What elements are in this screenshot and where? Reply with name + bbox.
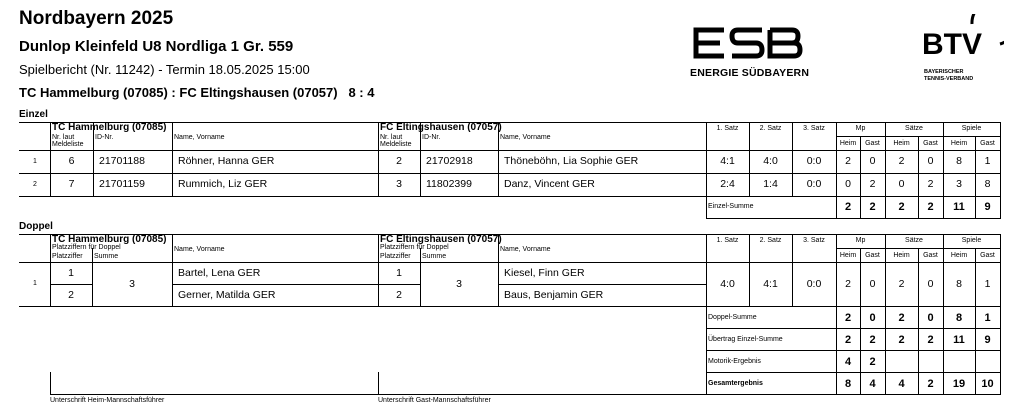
einzel-sp-gast: Gast — [980, 140, 995, 147]
total-sa-heim: 4 — [898, 378, 905, 390]
motorik-heim: 4 — [844, 356, 852, 368]
mp-heim: 2 — [845, 278, 851, 290]
total-label: Gesamtergebnis — [708, 380, 763, 387]
doppel-col-name-guest: Name, Vorname — [500, 246, 551, 253]
sp-heim: 8 — [956, 278, 962, 290]
esb-logo — [690, 26, 809, 79]
page-title: Nordbayern 2025 — [19, 8, 174, 29]
match-teams: TC Hammelburg (07085) : FC Eltingshausen (07057) — [19, 85, 338, 100]
guest-nr: 3 — [396, 178, 402, 190]
einzel-col-id: ID-Nr. — [95, 134, 114, 141]
satz1: 4:0 — [720, 278, 735, 290]
match-score: 8 : 4 — [348, 85, 375, 100]
sa-gast: 0 — [927, 155, 934, 167]
sum-sa-gast: 2 — [927, 201, 934, 213]
guest-nr: 2 — [396, 155, 402, 167]
total-sa-gast: 2 — [927, 378, 934, 390]
row-index: 1 — [33, 158, 37, 165]
doppel-col-summe-guest: Summe — [422, 253, 447, 260]
home-name1: Bartel, Lena GER — [178, 267, 261, 279]
guest-platz1: 1 — [396, 267, 402, 279]
carry-sp-gast: 9 — [984, 334, 991, 346]
total-sp-gast: 10 — [981, 378, 994, 390]
einzel-mp-heim: Heim — [839, 140, 857, 147]
satz3: 0:0 — [806, 178, 822, 190]
mp-heim: 0 — [845, 178, 851, 190]
report-info: Spielbericht (Nr. 11242) - Termin 18.05.2025 15:00 — [19, 62, 310, 77]
doppel-col-mp: Mp — [855, 237, 866, 244]
guest-name: Danz, Vincent GER — [504, 178, 595, 190]
einzel-mp-gast: Gast — [865, 140, 880, 147]
doppel-sum-label: Doppel-Summe — [708, 314, 757, 321]
sum-sp-gast: 9 — [984, 201, 991, 213]
row-index: 1 — [33, 280, 37, 287]
mp-gast: 0 — [869, 155, 876, 167]
doppel-col-saetze: Sätze — [905, 237, 923, 244]
sum-sa-gast: 0 — [927, 312, 934, 324]
doppel-col-summe: Summe — [94, 253, 119, 260]
doppel-sa-gast: Gast — [923, 252, 938, 259]
sum-mp-heim: 2 — [844, 312, 852, 324]
esb-logo-graphic — [690, 26, 804, 60]
mp-gast: 0 — [869, 278, 876, 290]
match-title — [19, 85, 374, 100]
guest-name1: Kiesel, Finn GER — [504, 267, 585, 279]
sp-heim: 8 — [956, 155, 962, 167]
mp-gast: 2 — [869, 178, 876, 190]
home-id: 21701159 — [99, 178, 145, 190]
league-name: Dunlop Kleinfeld U8 Nordliga 1 Gr. 559 — [19, 38, 294, 55]
home-signature-label: Unterschrift Heim-Mannschaftsführer — [50, 397, 165, 404]
sp-gast: 1 — [984, 278, 991, 290]
btv-sub-line1: BAYERISCHER — [924, 69, 964, 75]
sa-heim: 0 — [898, 178, 905, 190]
btv-logo-graphic — [920, 14, 1004, 64]
doppel-guest-club: FC Eltingshausen (07057) — [380, 234, 502, 245]
home-summe: 3 — [129, 278, 135, 290]
total-sp-heim: 19 — [952, 378, 966, 390]
einzel-col-id-guest: ID-Nr. — [422, 134, 441, 141]
guest-signature-label: Unterschrift Gast-Mannschaftsführer — [378, 397, 491, 404]
einzel-col-nr: Nr. laut Meldeliste — [52, 134, 84, 148]
sp-heim: 3 — [956, 178, 962, 190]
einzel-home-club: TC Hammelburg (07085) — [52, 122, 167, 133]
mp-heim: 2 — [845, 155, 851, 167]
satz2: 4:0 — [763, 155, 778, 167]
einzel-guest-club: FC Eltingshausen (07057) — [380, 122, 502, 133]
guest-summe: 3 — [456, 278, 462, 290]
einzel-col-spiele: Spiele — [961, 125, 982, 132]
home-name: Rummich, Liz GER — [178, 178, 268, 190]
home-nr: 6 — [68, 155, 75, 167]
einzel-col-satz3: 3. Satz — [803, 125, 825, 132]
home-platz2: 2 — [68, 289, 74, 301]
home-name2: Gerner, Matilda GER — [178, 289, 276, 301]
sum-mp-gast: 0 — [869, 312, 876, 324]
doppel-section-title: Doppel — [19, 221, 53, 232]
sa-heim: 2 — [898, 278, 905, 290]
total-mp-heim: 8 — [844, 378, 852, 390]
einzel-col-name: Name, Vorname — [174, 134, 225, 141]
carry-sp-heim: 11 — [953, 334, 965, 346]
einzel-col-name-guest: Name, Vorname — [500, 134, 551, 141]
doppel-mp-gast: Gast — [865, 252, 880, 259]
btv-subtitle — [924, 69, 1004, 83]
esb-subtitle: ENERGIE SÜDBAYERN — [690, 67, 810, 79]
doppel-sa-heim: Heim — [893, 252, 910, 259]
carry-sa-heim: 2 — [898, 334, 905, 346]
total-mp-gast: 4 — [869, 378, 876, 390]
btv-logo-text: BTV — [922, 28, 982, 61]
doppel-col-pz-guest: Platzziffern für Doppel — [380, 244, 449, 251]
row-index: 2 — [33, 181, 37, 188]
btv-sub-line2: TENNIS-VERBAND — [924, 76, 974, 82]
sum-sa-heim: 2 — [898, 201, 905, 213]
einzel-col-saetze: Sätze — [905, 125, 923, 132]
doppel-col-pz: Platzziffern für Doppel — [52, 244, 121, 251]
sum-sa-heim: 2 — [898, 312, 905, 324]
sum-sp-heim: 11 — [953, 201, 965, 213]
carry-label: Übertrag Einzel-Summe — [708, 336, 783, 343]
motorik-label: Motorik-Ergebnis — [708, 358, 761, 365]
doppel-sp-heim: Heim — [950, 252, 968, 259]
motorik-gast: 2 — [869, 356, 876, 368]
einzel-col-satz2: 2. Satz — [759, 125, 782, 132]
sa-gast: 2 — [927, 178, 934, 190]
doppel-mp-heim: Heim — [839, 252, 857, 259]
doppel-sp-gast: Gast — [980, 252, 995, 259]
doppel-col-spiele: Spiele — [961, 237, 982, 244]
doppel-col-name: Name, Vorname — [174, 246, 225, 253]
sum-mp-gast: 2 — [869, 201, 876, 213]
sum-sp-gast: 1 — [984, 312, 991, 324]
guest-name: Thöneböhn, Lia Sophie GER — [504, 155, 639, 167]
einzel-col-mp: Mp — [855, 125, 866, 132]
sum-sp-heim: 8 — [955, 312, 963, 324]
guest-id: 11802399 — [426, 178, 472, 190]
carry-mp-heim: 2 — [844, 334, 852, 346]
satz1: 2:4 — [720, 178, 735, 190]
einzel-sa-heim: Heim — [893, 140, 910, 147]
sa-gast: 0 — [927, 278, 934, 290]
doppel-col-pz1: Platzziffer — [52, 253, 83, 260]
doppel-col-pz1-guest: Platzziffer — [380, 253, 411, 260]
guest-id: 21702918 — [426, 155, 473, 167]
sp-gast: 1 — [984, 155, 991, 167]
einzel-col-satz1: 1. Satz — [716, 125, 739, 132]
doppel-col-satz2: 2. Satz — [759, 237, 782, 244]
doppel-col-satz3: 3. Satz — [803, 237, 825, 244]
einzel-sa-gast: Gast — [923, 140, 938, 147]
satz2: 4:1 — [763, 278, 778, 290]
sa-heim: 2 — [898, 155, 905, 167]
doppel-home-club: TC Hammelburg (07085) — [52, 234, 167, 245]
sp-gast: 8 — [984, 178, 991, 190]
carry-mp-gast: 2 — [869, 334, 876, 346]
sum-mp-heim: 2 — [844, 201, 852, 213]
satz1: 4:1 — [720, 155, 735, 167]
home-name: Röhner, Hanna GER — [178, 155, 275, 167]
guest-name2: Baus, Benjamin GER — [504, 289, 604, 301]
einzel-sp-heim: Heim — [950, 140, 968, 147]
btv-logo — [920, 14, 1004, 83]
home-platz1: 1 — [68, 267, 74, 279]
satz2: 1:4 — [763, 178, 778, 190]
guest-platz2: 2 — [396, 289, 402, 301]
home-nr: 7 — [68, 178, 75, 190]
einzel-sum-label: Einzel-Summe — [708, 203, 754, 210]
satz3: 0:0 — [806, 278, 822, 290]
einzel-col-nr-guest: Nr. laut Meldeliste — [380, 134, 412, 148]
doppel-col-satz1: 1. Satz — [716, 237, 739, 244]
carry-sa-gast: 2 — [927, 334, 934, 346]
satz3: 0:0 — [806, 155, 822, 167]
home-id: 21701188 — [99, 155, 145, 167]
einzel-section-title: Einzel — [19, 109, 48, 120]
